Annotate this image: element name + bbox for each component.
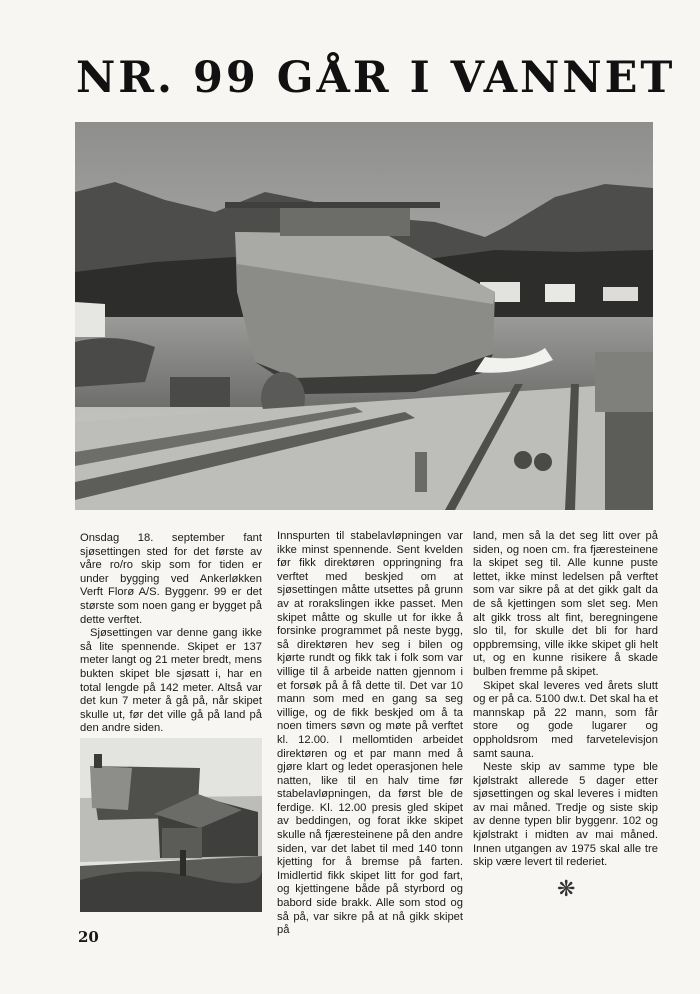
ship-launch-photo [75, 122, 653, 510]
paragraph: land, men så la det seg litt over på siden, og noen cm. fra fjæresteinene la skipet seg til. Alle kunne puste lettet, ikke minst ledelsen på verftet som var sikre på at det gikk galt da de så kjettingen som slet seg. Men alt gikk tross alt fint, beregningene slo til, for skulle det bli for hard oppbremsing, ville ikke skipet gli helt ut, og en kunne risikere å skade bulben fremme på skipet. [473, 530, 658, 678]
ship-hull-shed-photo [80, 738, 262, 912]
paragraph: Skipet skal leveres ved årets slutt og er på ca. 5100 dw.t. Det skal ha et mannskap på 22 mann, som får store og gode lugarer og oppholdsrom med farvetelevisjon samt sauna. [473, 679, 658, 760]
article-column-1 [80, 532, 262, 736]
article-column-3 [473, 530, 658, 870]
article-column-2 [277, 530, 463, 938]
ship-launch-image [75, 122, 653, 510]
paragraph: Innspurten til stabelavløpningen var ikke minst spennende. Sent kvelden før fikk direktøren oppringning fra verftet med beskjed om at sjøsettingen måtte utsettes på grunn av at rorakslingen ikke passet. Men skipet måtte og skulle ut for ikke å forsinke programmet på neste bygg, så direktøren hev seg i bilen og kjørte rundt og fikk tak i folk som var villige til å arbeide natten gjennom i et forsøk på å få dette til. Det var 10 mann som med en gang sa seg villige, og de fikk beskjed om å ta noen timers søvn og møte på verftet kl. 12.00. I mellomtiden arbeidet direktøren og et par mann med å gjøre klart og ledet operasjonen hele natten, like til en halv time før stabelavløpningen, da først ble de ferdige. Kl. 12.00 presis gled skipet av beddingen, og forat ikke skipet skulle nå fjæresteinene på den andre siden, var det labet til med 140 tonn kjetting for å bremse på farten. Imidlertid fikk skipet litt for god fart, og kjettingene både på styrbord og babord side brakk. Alle som stod og så på, var sikre på at nå gikk skipet på [277, 530, 463, 937]
end-ornament-icon: ❋ [557, 876, 576, 901]
hull-shed-image [80, 738, 262, 912]
page-headline: NR. 99 GÅR I VANNET [76, 53, 676, 103]
page-number: 20 [78, 928, 99, 946]
paragraph: Onsdag 18. september fant sjøsettingen sted for det første av våre ro/ro skip som for tiden er under bygging ved Ankerløkken Verft Florø A/S. Byggenr. 99 er det største som noen gang er bygget på dette verftet. [80, 532, 262, 626]
paragraph: Sjøsettingen var denne gang ikke så lite spennende. Skipet er 137 meter langt og 21 meter bredt, mens bukten skipet ble sjøsatt i, har en total lengde på 142 meter. Altså var det kun 7 meter å gå på, når skipet skulle ut, før det ville gå på land på den andre siden. [80, 627, 262, 735]
paragraph: Neste skip av samme type ble kjølstrakt allerede 5 dager etter sjøsettingen og skal leveres i midten av mai måned. Tredje og siste skip av denne typen blir byggenr. 102 og kjølstrakt i midten av mai måned. Innen utgangen av 1975 skal alle tre skip være levert til rederiet. [473, 761, 658, 869]
